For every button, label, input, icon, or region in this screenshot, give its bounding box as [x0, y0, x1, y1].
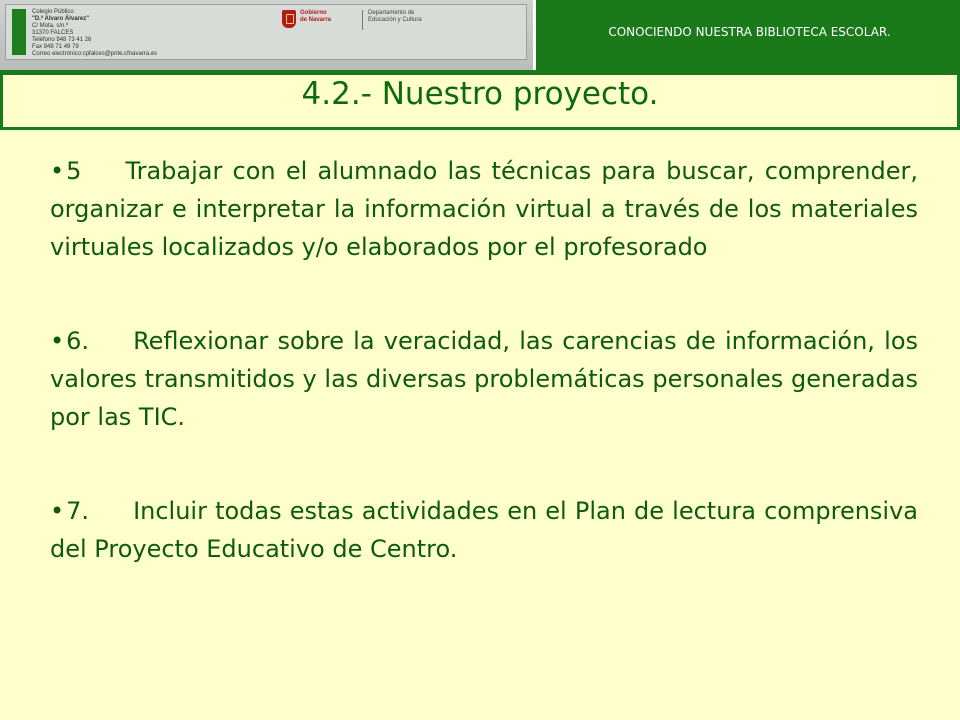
school-phone: Teléfono 948 73 41 26 [32, 37, 92, 43]
school-city: 31370 FALCES [32, 30, 74, 36]
school-address: C/ Mota, s/n.º [32, 23, 69, 29]
school-fax: Fax 948 71 49 79 [32, 44, 79, 50]
department-name [368, 10, 448, 24]
government-line2: de Navarra [300, 17, 332, 23]
letterhead-green-stripe [12, 9, 26, 55]
item-number: 6. [66, 327, 90, 355]
item-text: Reflexionar sobre la veracidad, las carencias de información, los valores transmitidos y las diversas problemáticas personales generadas por las TIC. [50, 327, 918, 431]
bullet-icon: • [50, 327, 65, 355]
department-line1: Departamento de [368, 10, 415, 16]
list-item [50, 152, 918, 266]
item-number: 5 [66, 157, 82, 185]
letterhead-card [5, 4, 527, 60]
letterhead [0, 0, 536, 70]
presentation-title: CONOCIENDO NUESTRA BIBLIOTECA ESCOLAR. [608, 25, 891, 39]
department-line2: Educación y Cultura [368, 17, 422, 23]
letterhead-divider [362, 10, 363, 30]
slide-title: 4.2.- Nuestro proyecto. [301, 76, 659, 112]
government-name [300, 10, 358, 24]
navarra-seal-icon [282, 10, 296, 28]
school-name: "D.ª Alvaro Álvarez" [32, 16, 90, 22]
school-email: Correo electrónico:cpfalces@pnte.cfnavarra.es [32, 51, 158, 57]
school-info [32, 9, 262, 58]
bullet-icon: • [50, 497, 65, 525]
item-text: Incluir todas estas actividades en el Plan de lectura comprensiva del Proyecto Educativo de Centro. [50, 497, 918, 563]
item-number: 7. [66, 497, 90, 525]
list-item [50, 322, 918, 436]
item-text: Trabajar con el alumnado las técnicas para buscar, comprender, organizar e interpretar la información virtual a través de los materiales virtuales localizados y/o elaborados por el profesorado [50, 157, 918, 261]
government-line1: Gobierno [300, 10, 327, 16]
objective-list [50, 152, 918, 624]
school-line1: Colegio Público [32, 9, 74, 15]
bullet-icon: • [50, 157, 65, 185]
list-item [50, 492, 918, 568]
